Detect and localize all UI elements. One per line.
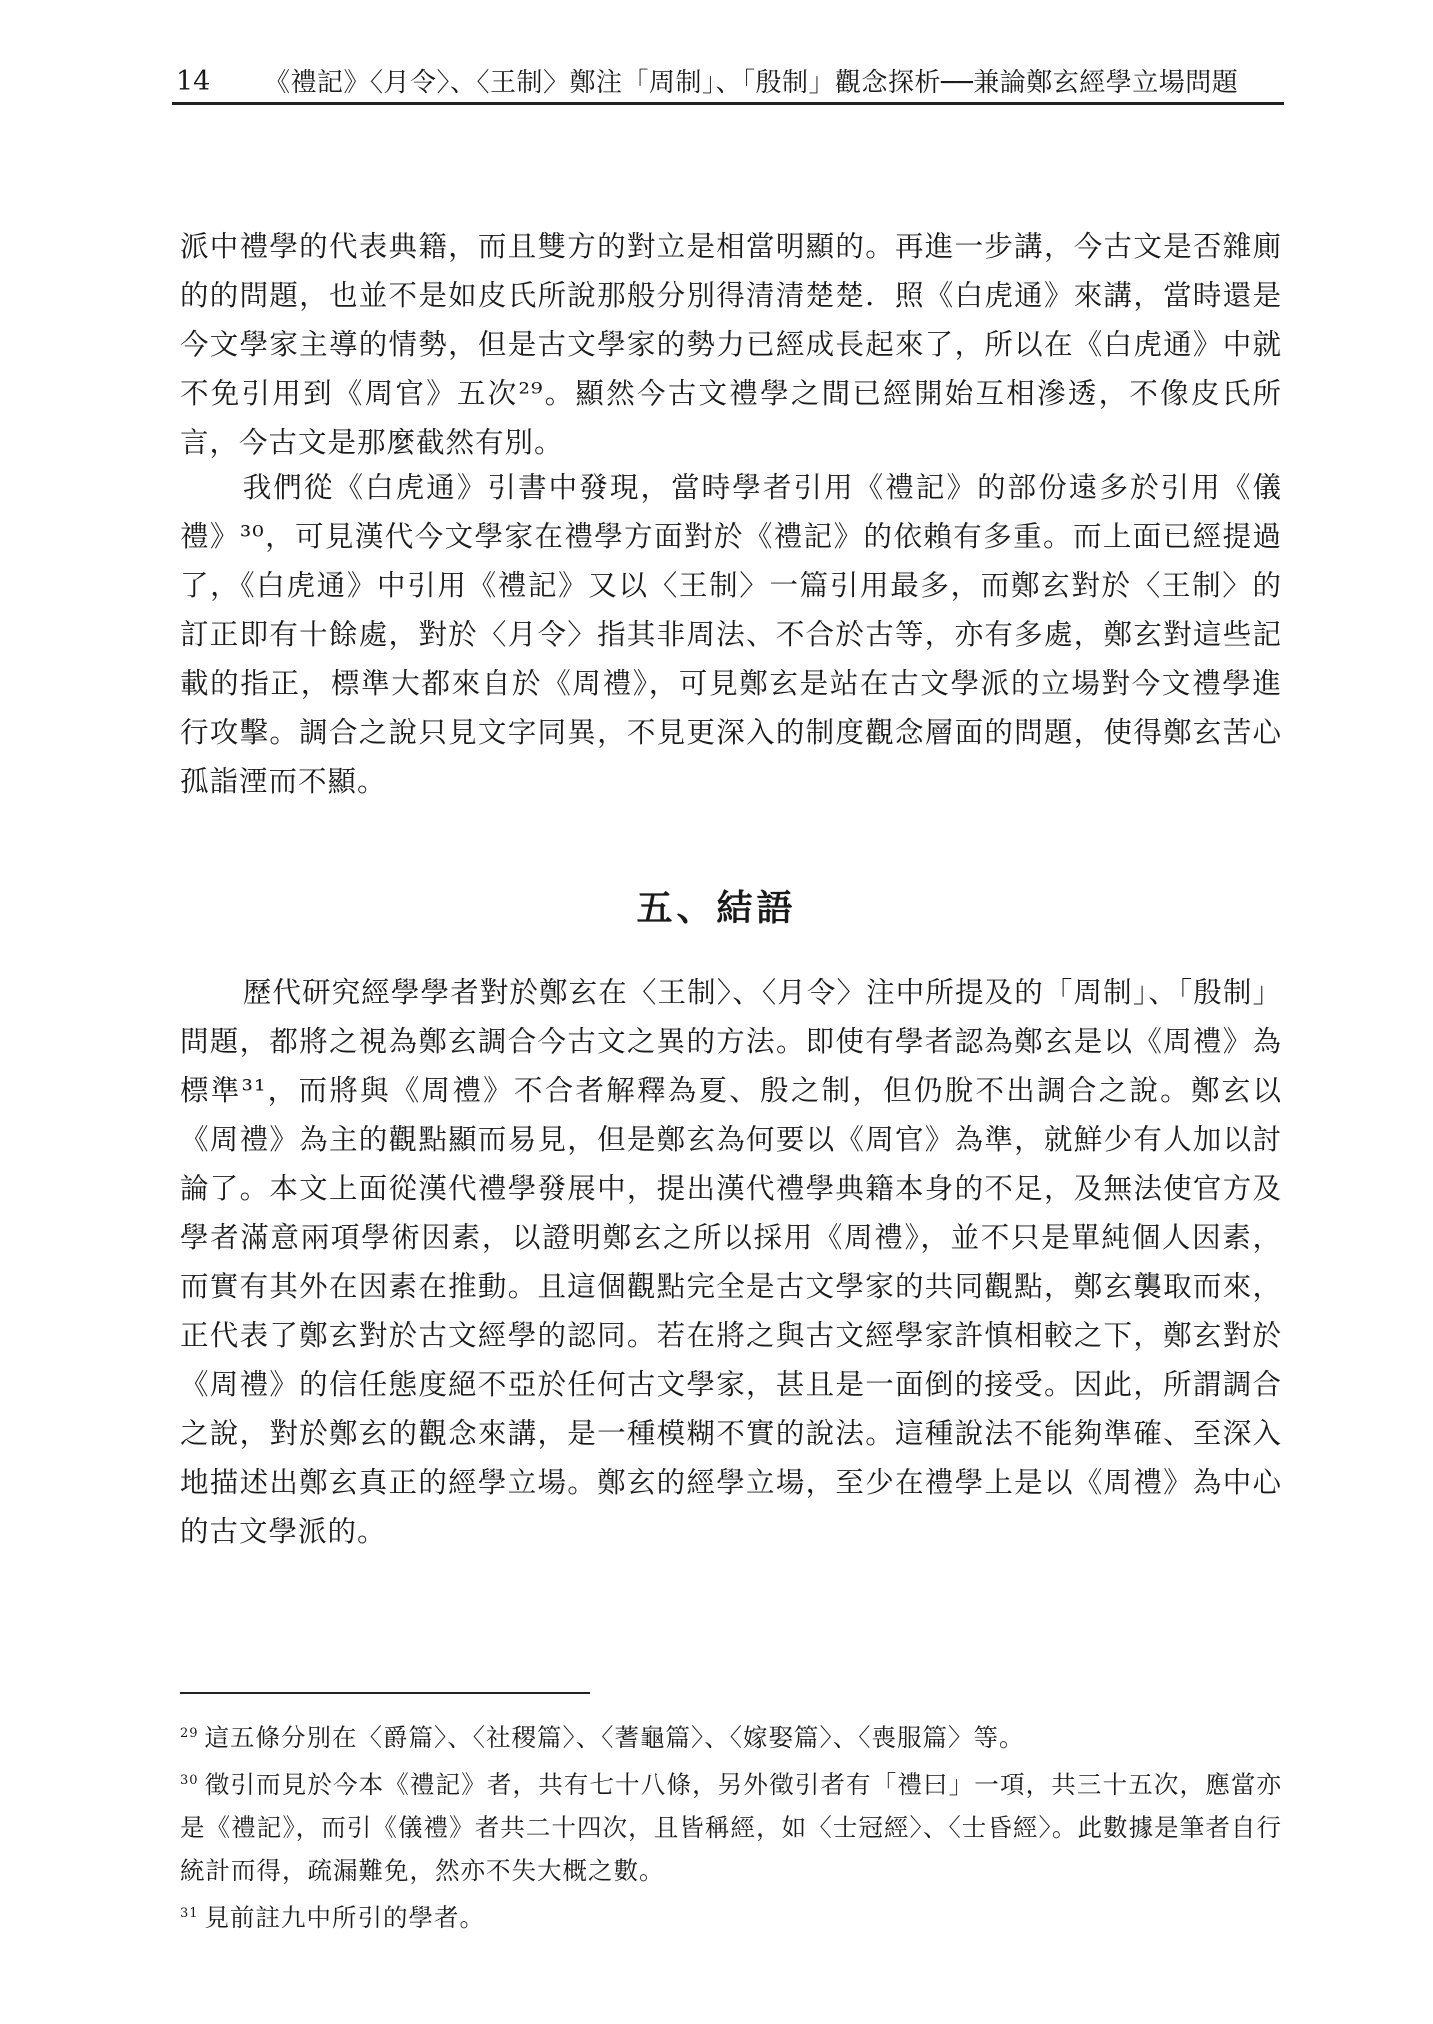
footnote-31: [180, 1892, 1282, 1939]
footnote-number: 30: [180, 1773, 199, 1789]
footnote-29: [180, 1712, 1282, 1759]
footnotes: [180, 1712, 1282, 1939]
section-heading: 五、結語: [636, 888, 797, 929]
footnote-text: 徵引而見於今本《禮記》者，共有七十八條，另外徵引者有「禮曰」一項，共三十五次，應當亦是《禮記》，而引《儀禮》者共二十四次，且皆稱經，如〈士冠經〉、〈士昏經〉。此數據是筆者自行統計而得，疏漏難免，然亦不失大概之數。: [180, 1770, 1282, 1886]
running-header: [172, 58, 1284, 105]
conclusion-paragraph: 歷代研究經學學者對於鄭玄在〈王制〉、〈月令〉注中所提及的「周制」、「殷制」問題，都將之視為鄭玄調合今古文之異的方法。即使有學者認為鄭玄是以《周禮》為標準³¹，而將與《周禮》不合者解釋為夏、殷之制，但仍脫不出調合之說。鄭玄以《周禮》為主的觀點顯而易見，但是鄭玄為何要以《周官》為準，就鮮少有人加以討論了。本文上面從漢代禮學發展中，提出漢代禮學典籍本身的不足，及無法使官方及學者滿意兩項學術因素，以證明鄭玄之所以採用《周禮》，並不只是單純個人因素，而實有其外在因素在推動。且這個觀點完全是古文學家的共同觀點，鄭玄襲取而來，正代表了鄭玄對於古文經學的認同。若在將之與古文經學家許慎相較之下，鄭玄對於《周禮》的信任態度絕不亞於任何古文學家，甚且是一面倒的接受。因此，所謂調合之說，對於鄭玄的觀念來講，是一種模糊不實的說法。這種說法不能夠準確、至深入地描述出鄭玄真正的經學立場。鄭玄的經學立場，至少在禮學上是以《周禮》為中心的古文學派的。: [180, 976, 1282, 1548]
footnote-text: 見前註九中所引的學者。: [204, 1903, 486, 1933]
footnote-30: [180, 1759, 1282, 1892]
footnote-number: 31: [180, 1906, 199, 1922]
footnote-divider: [180, 1692, 590, 1694]
running-title: 《禮記》〈月令〉、〈王制〉鄭注「周制」、「殷制」觀念探析──兼論鄭玄經學立場問題: [264, 68, 1239, 98]
footnote-text: 這五條分別在〈爵篇〉、〈社稷篇〉、〈蓍龜篇〉、〈嫁娶篇〉、〈喪服篇〉等。: [204, 1723, 1025, 1753]
body-paragraph-1: 派中禮學的代表典籍，而且雙方的對立是相當明顯的。再進一步講，今古文是否雜廁的的問題，也並不是如皮氏所說那般分別得清清楚楚．照《白虎通》來講，當時還是今文學家主導的情勢，但是古文學家的勢力已經成長起來了，所以在《白虎通》中就不免引用到《周官》五次²⁹。顯然今古文禮學之間已經開始互相滲透，不像皮氏所言，今古文是那麼截然有別。: [180, 230, 1282, 459]
body-paragraph-2: 我們從《白虎通》引書中發現，當時學者引用《禮記》的部份遠多於引用《儀禮》³⁰，可見漢代今文學家在禮學方面對於《禮記》的依賴有多重。而上面已經提過了，《白虎通》中引用《禮記》又以〈王制〉一篇引用最多，而鄭玄對於〈王制〉的訂正即有十餘處，對於〈月令〉指其非周法、不合於古等，亦有多處，鄭玄對這些記載的指正，標準大都來自於《周禮》，可見鄭玄是站在古文學派的立場對今文禮學進行攻擊。調合之說只見文字同異，不見更深入的制度觀念層面的問題，使得鄭玄苦心孤詣湮而不顯。: [180, 471, 1282, 798]
page-number: 14: [176, 66, 211, 97]
footnote-number: 29: [180, 1726, 199, 1741]
